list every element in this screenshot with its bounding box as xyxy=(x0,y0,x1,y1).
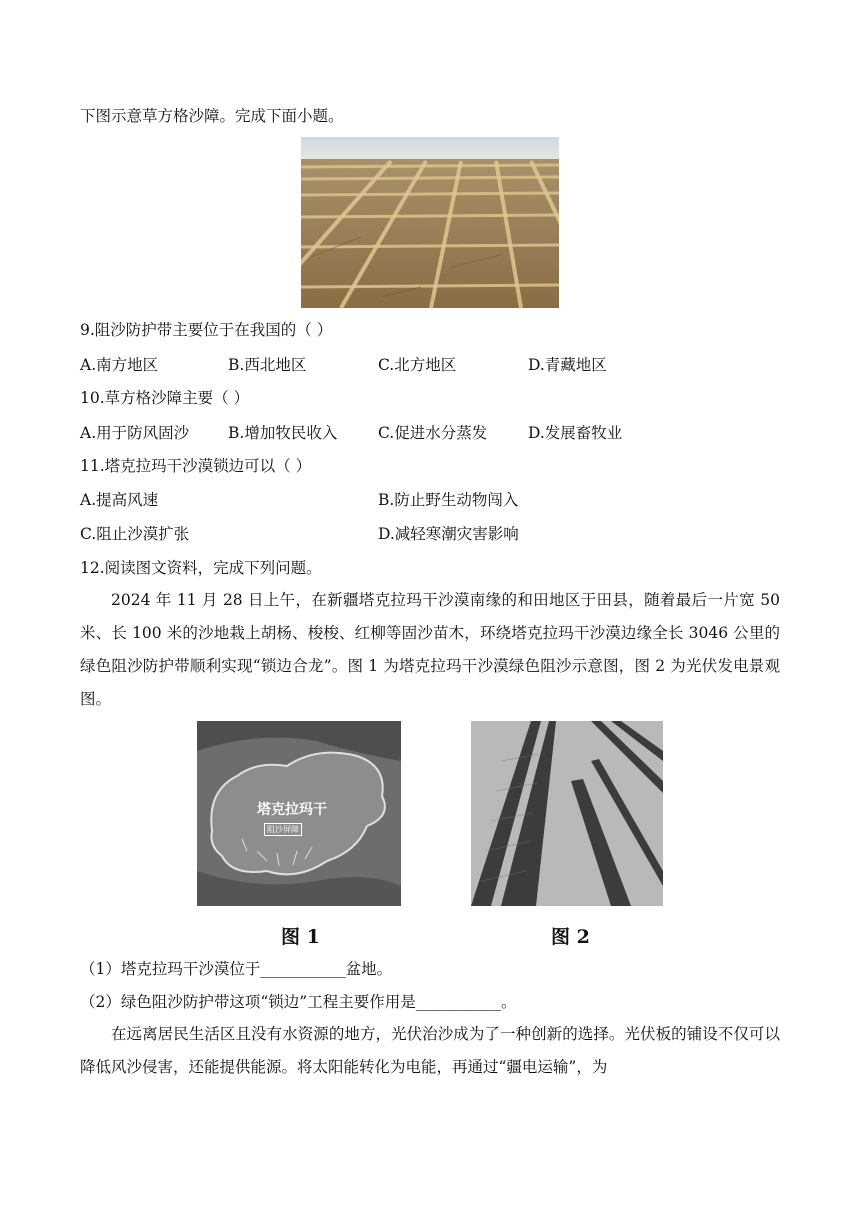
q11-option-d: D.减轻寒潮灾害影响 xyxy=(378,525,519,543)
question-9-stem: 9.阻沙防护带主要位于在我国的（ ） xyxy=(80,321,333,339)
q11-option-a: A.提高风速 xyxy=(80,491,159,509)
figure-1-map xyxy=(197,721,401,906)
figure-2-caption: 图 2 xyxy=(551,926,590,948)
q9-option-b: B.西北地区 xyxy=(228,356,307,374)
sub-question-2: （2）绿色阻沙防护带这项“锁边”工程主要作用是___________。 xyxy=(80,993,517,1011)
q11-option-b: B.防止野生动物闯入 xyxy=(378,491,519,509)
question-12-passage: 2024 年 11 月 28 日上午，在新疆塔克拉玛干沙漠南缘的和田地区于田县，随着最后一片宽 50 米、长 100 米的沙地栽上胡杨、梭梭、红柳等固沙苗木，环绕塔克拉玛干沙漠边缘全长 3046 公里的绿色阻沙防护带顺利实现“锁边合龙”。图 1 为塔克拉玛干沙漠绿色阻沙示意图，图 2 为光伏发电景观图。 xyxy=(80,591,780,708)
question-12-passage-2: 在远离居民生活区且没有水资源的地方，光伏治沙成为了一种创新的选择。光伏板的铺设不仅可以降低风沙侵害，还能提供能源。将太阳能转化为电能，再通过“疆电运输”，为 xyxy=(80,1025,780,1076)
intro-text: 下图示意草方格沙障。完成下面小题。 xyxy=(80,107,344,125)
straw-checkerboard-photo xyxy=(301,137,559,308)
q9-option-d: D.青藏地区 xyxy=(528,356,607,374)
q9-option-a: A.南方地区 xyxy=(80,356,159,374)
figure-2-photo xyxy=(471,721,663,906)
q10-option-d: D.发展畜牧业 xyxy=(528,424,623,442)
figure-1-desert-label: 塔克拉玛干 xyxy=(257,802,327,818)
q11-option-c: C.阻止沙漠扩张 xyxy=(80,525,190,543)
question-12-stem: 12.阅读图文资料，完成下列问题。 xyxy=(80,559,322,577)
figure-1-caption: 图 1 xyxy=(281,926,320,948)
q9-option-c: C.北方地区 xyxy=(378,356,457,374)
figure-1-barrier-label: 阻沙屏障 xyxy=(264,823,302,836)
question-10-stem: 10.草方格沙障主要（ ） xyxy=(80,389,250,407)
question-11-stem: 11.塔克拉玛干沙漠锁边可以（ ） xyxy=(80,457,312,475)
q10-option-c: C.促进水分蒸发 xyxy=(378,424,488,442)
q10-option-b: B.增加牧民收入 xyxy=(228,424,338,442)
sub-question-1: （1）塔克拉玛干沙漠位于___________盆地。 xyxy=(80,960,393,978)
q10-option-a: A.用于防风固沙 xyxy=(80,424,190,442)
